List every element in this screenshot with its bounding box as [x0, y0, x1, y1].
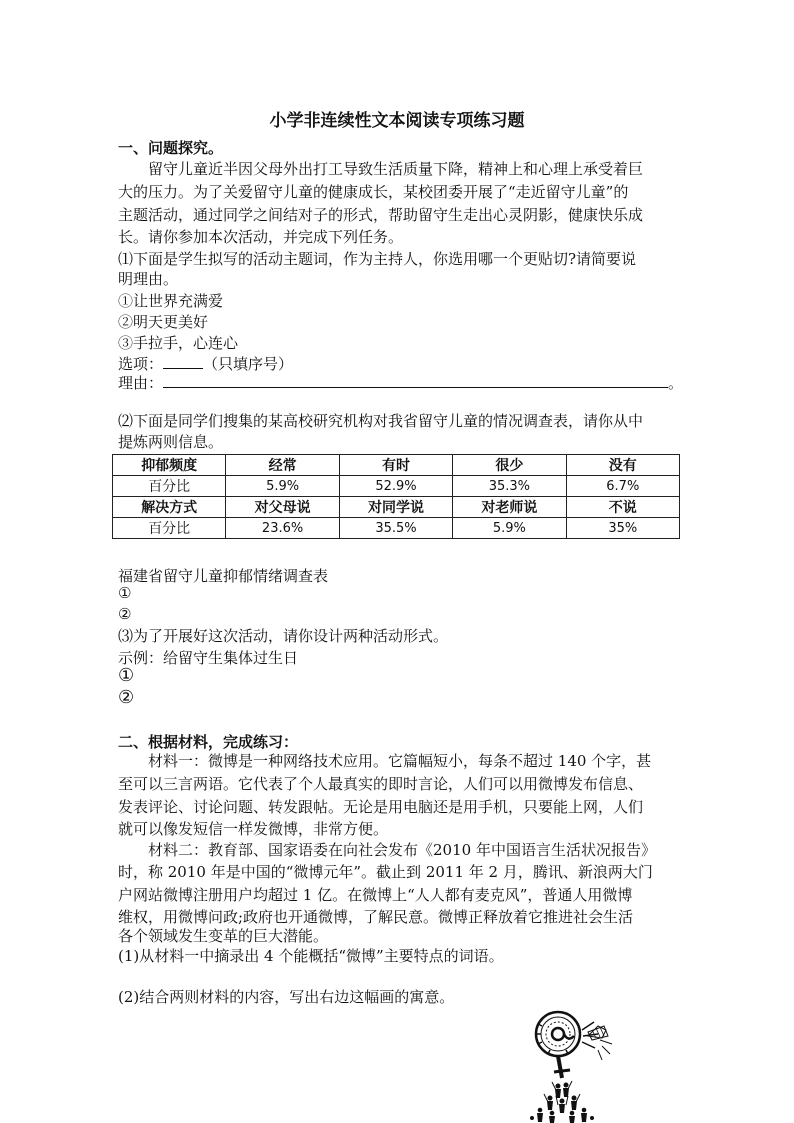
table-cell: 百分比 — [113, 518, 226, 539]
material2-line: 材料二：教育部、国家语委在向社会发布《2010 年中国语言生活状况报告》 — [148, 841, 656, 859]
table-cell: 对老师说 — [453, 497, 566, 518]
table-cell: 对父母说 — [226, 497, 339, 518]
table-cell: 35.5% — [339, 518, 452, 539]
example-text: 示例：给留守生集体过生日 — [118, 649, 299, 667]
reason-end: 。 — [668, 374, 684, 392]
material1-line: 就可以像发短信一样发微博，非常方便。 — [118, 820, 389, 838]
material2-line: 各个领域发生变革的巨大潜能。 — [118, 927, 329, 945]
table-cell: 6.7% — [566, 476, 679, 497]
info-mark: ① — [118, 584, 132, 602]
material2-line: 维权，用微博问政;政府也开通微博，了解民意。微博正释放着它推进社会生活 — [118, 908, 634, 926]
reason-label: 理由： — [118, 374, 164, 392]
section1-para-line: 长。请你参加本次活动，并完成下列任务。 — [118, 228, 404, 246]
table-cell: 对同学说 — [339, 497, 452, 518]
table-cell: 没有 — [566, 455, 679, 476]
section1-para-line: 大的压力。为了关爱留守儿童的健康成长，某校团委开展了“走近留守儿童”的 — [118, 183, 629, 201]
table-cell: 52.9% — [339, 476, 452, 497]
material2-line: 时，称 2010 年是中国的“微博元年”。截止到 2011 年 2 月，腾讯、新浪两大门 — [118, 863, 653, 881]
info-mark: ② — [118, 605, 132, 623]
microblog-cartoon-image — [528, 1006, 630, 1123]
table-cell: 35.3% — [453, 476, 566, 497]
table-cell: 23.6% — [226, 518, 339, 539]
question2-line: 提炼两则信息。 — [118, 433, 224, 451]
table-cell: 5.9% — [226, 476, 339, 497]
option-item: ③手拉手，心连心 — [118, 334, 239, 352]
table-cell: 有时 — [339, 455, 452, 476]
material1-line: 发表评论、讨论问题、转发跟帖。无论是用电脑还是用手机，只要能上网，人们 — [118, 798, 644, 816]
section2-heading: 二、根据材料，完成练习： — [118, 733, 299, 751]
material2-line: 户网站微博注册用户均超过 1 亿。在微博上“人人都有麦克风”，普通人用微博 — [118, 886, 633, 904]
section1-para-line: 留守儿童近半因父母外出打工导致生活质量下降，精神上和心理上承受着巨 — [148, 160, 644, 178]
material1-line: 材料一：微博是一种网络技术应用。它篇幅短小，每条不超过 140 个字，甚 — [148, 752, 652, 770]
table-cell: 很少 — [453, 455, 566, 476]
table-caption: 福建省留守儿童抑郁情绪调查表 — [118, 567, 329, 585]
table-row — [113, 518, 680, 539]
option-item: ②明天更美好 — [118, 313, 209, 331]
table-cell: 5.9% — [453, 518, 566, 539]
table-cell: 经常 — [226, 455, 339, 476]
table-row — [113, 497, 680, 518]
reason-blank[interactable] — [163, 387, 668, 388]
section1-heading: 一、问题探究。 — [118, 139, 224, 157]
question2-line: ⑵下面是同学们搜集的某高校研究机构对我省留守儿童的情况调查表，请你从中 — [118, 412, 644, 430]
table-cell: 抑郁频度 — [113, 455, 226, 476]
form-mark: ① — [118, 665, 135, 686]
choice-label: 选项： — [118, 355, 164, 373]
question1-line: 明理由。 — [118, 270, 179, 288]
question1-line: ⑴下面是学生拟写的活动主题词，作为主持人，你选用哪一个更贴切?请简要说 — [118, 250, 637, 268]
table-cell: 不说 — [566, 497, 679, 518]
table-cell: 解决方式 — [113, 497, 226, 518]
reason-row — [118, 372, 683, 393]
choice-hint: （只填序号） — [203, 355, 294, 373]
section2-question1: (1)从材料一中摘录出 4 个能概括“微博”主要特点的词语。 — [118, 947, 504, 965]
table-row — [113, 455, 680, 476]
choice-blank[interactable] — [163, 368, 203, 369]
table-cell: 百分比 — [113, 476, 226, 497]
question3: ⑶为了开展好这次活动，请你设计两种活动形式。 — [118, 627, 449, 645]
survey-table — [112, 454, 680, 539]
table-cell: 35% — [566, 518, 679, 539]
material1-line: 至可以三言两语。它代表了个人最真实的即时言论，人们可以用微博发布信息、 — [118, 775, 644, 793]
option-item: ①让世界充满爱 — [118, 292, 224, 310]
section1-para-line: 主题活动，通过同学之间结对子的形式，帮助留守生走出心灵阴影，健康快乐成 — [118, 206, 644, 224]
form-mark: ② — [118, 687, 135, 708]
section2-question2: (2)结合两则材料的内容，写出右边这幅画的寓意。 — [118, 988, 455, 1006]
choice-row — [118, 353, 293, 374]
page-title: 小学非连续性文本阅读专项练习题 — [269, 111, 525, 131]
table-row — [113, 476, 680, 497]
